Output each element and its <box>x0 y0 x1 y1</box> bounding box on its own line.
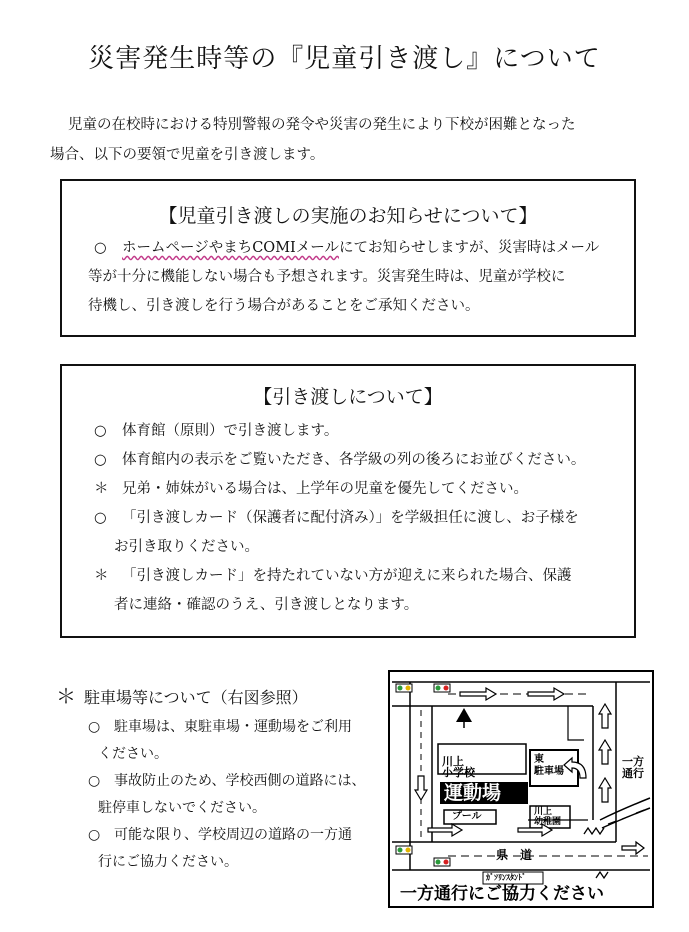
row-text: 体育館（原則）で引き渡します。 <box>122 423 339 439</box>
notice-heading: 【児童引き渡しの実施のお知らせについて】 <box>158 205 538 227</box>
parking-item-continued: ください。 <box>98 746 168 762</box>
page-title: 災害発生時等の『児童引き渡し』について <box>88 44 601 74</box>
intro-line-2: 場合、以下の要領で児童を引き渡します。 <box>50 147 325 163</box>
handover-row-continued: お引き取りください。 <box>114 539 259 555</box>
row-text: 「引き渡しカード（保護者に配付済み）」を学級担任に渡し、お子様を <box>122 510 579 526</box>
row-text: 体育館内の表示をご覧いただき、各学級の列の後ろにお並びください。 <box>122 452 586 468</box>
parking-heading-text: 駐車場等について（右図参照） <box>84 688 308 707</box>
handover-row <box>62 475 634 504</box>
kindergarten-label: 川上 幼稚園 <box>534 807 562 827</box>
homepage-mail-link-text: ホームページやまちCOMIメール <box>122 240 339 256</box>
playground-label: 運動場 <box>444 782 502 804</box>
parking-item-text: 事故防止のため、学校西側の道路には、 <box>114 773 366 789</box>
notice-line-1-rest: にてお知らせしますが、災害時はメール <box>338 240 600 256</box>
handover-row <box>62 504 634 533</box>
row-mark: ＊ <box>94 568 109 584</box>
parking-item-text: 可能な限り、学校周辺の道路の一方通 <box>114 827 352 843</box>
parking-item-continued: 行にご協力ください。 <box>98 854 238 870</box>
pool-label: プール <box>452 811 482 822</box>
handover-row <box>62 417 634 446</box>
row-text: 「引き渡しカード」を持たれていない方が迎えに来られた場合、保護 <box>122 568 572 584</box>
notice-line-3: 待機し、引き渡しを行う場合があることをご承知ください。 <box>88 298 480 314</box>
parking-item-continued: 駐停車しないでください。 <box>98 800 266 816</box>
notice-line-1 <box>62 234 634 263</box>
school-area-map <box>388 670 654 908</box>
parking-item-text: 駐車場は、東駐車場・運動場をご利用 <box>114 719 352 735</box>
prefectural-road-label: 県 道 <box>496 848 533 862</box>
one-way-banner: 一方通行にご協力ください <box>400 884 604 904</box>
bullet-circle: ○ <box>88 827 101 843</box>
notice-line-2: 等が十分に機能しない場合も予想されます。災害発生時は、児童が学校に <box>88 269 566 285</box>
parking-section <box>56 680 376 876</box>
handover-heading: 【引き渡しについて】 <box>253 386 443 408</box>
notice-box <box>60 179 636 337</box>
handover-row-continued: 者に連絡・確認のうえ、引き渡しとなります。 <box>114 597 419 613</box>
intro-paragraph <box>50 110 650 170</box>
gas-station-label: ｶﾞｿﾘﾝｽﾀﾝﾄﾞ <box>486 873 526 882</box>
bullet-circle: ○ <box>88 719 101 735</box>
parking-heading <box>56 680 376 714</box>
bullet-circle: ○ <box>94 240 107 256</box>
bullet-circle: ○ <box>88 773 101 789</box>
row-mark: ○ <box>94 510 107 526</box>
parking-item <box>56 768 376 795</box>
handover-box <box>60 364 636 638</box>
east-parking-label: 東 駐車場 <box>534 754 564 777</box>
one-way-label: 一方 通行 <box>622 755 644 780</box>
school-label: 川上 小学校 <box>442 755 475 779</box>
row-text: 兄弟・姉妹がいる場合は、上学年の児童を優先してください。 <box>122 481 528 497</box>
handover-row <box>62 562 634 591</box>
intro-line-1: 児童の在校時における特別警報の発令や災害の発生により下校が困難となった <box>68 117 576 133</box>
row-mark: ＊ <box>94 481 109 497</box>
parking-item <box>56 714 376 741</box>
handover-row <box>62 446 634 475</box>
row-mark: ○ <box>94 452 107 468</box>
parking-item <box>56 822 376 849</box>
asterisk-mark: ＊ <box>56 684 76 708</box>
row-mark: ○ <box>94 423 107 439</box>
